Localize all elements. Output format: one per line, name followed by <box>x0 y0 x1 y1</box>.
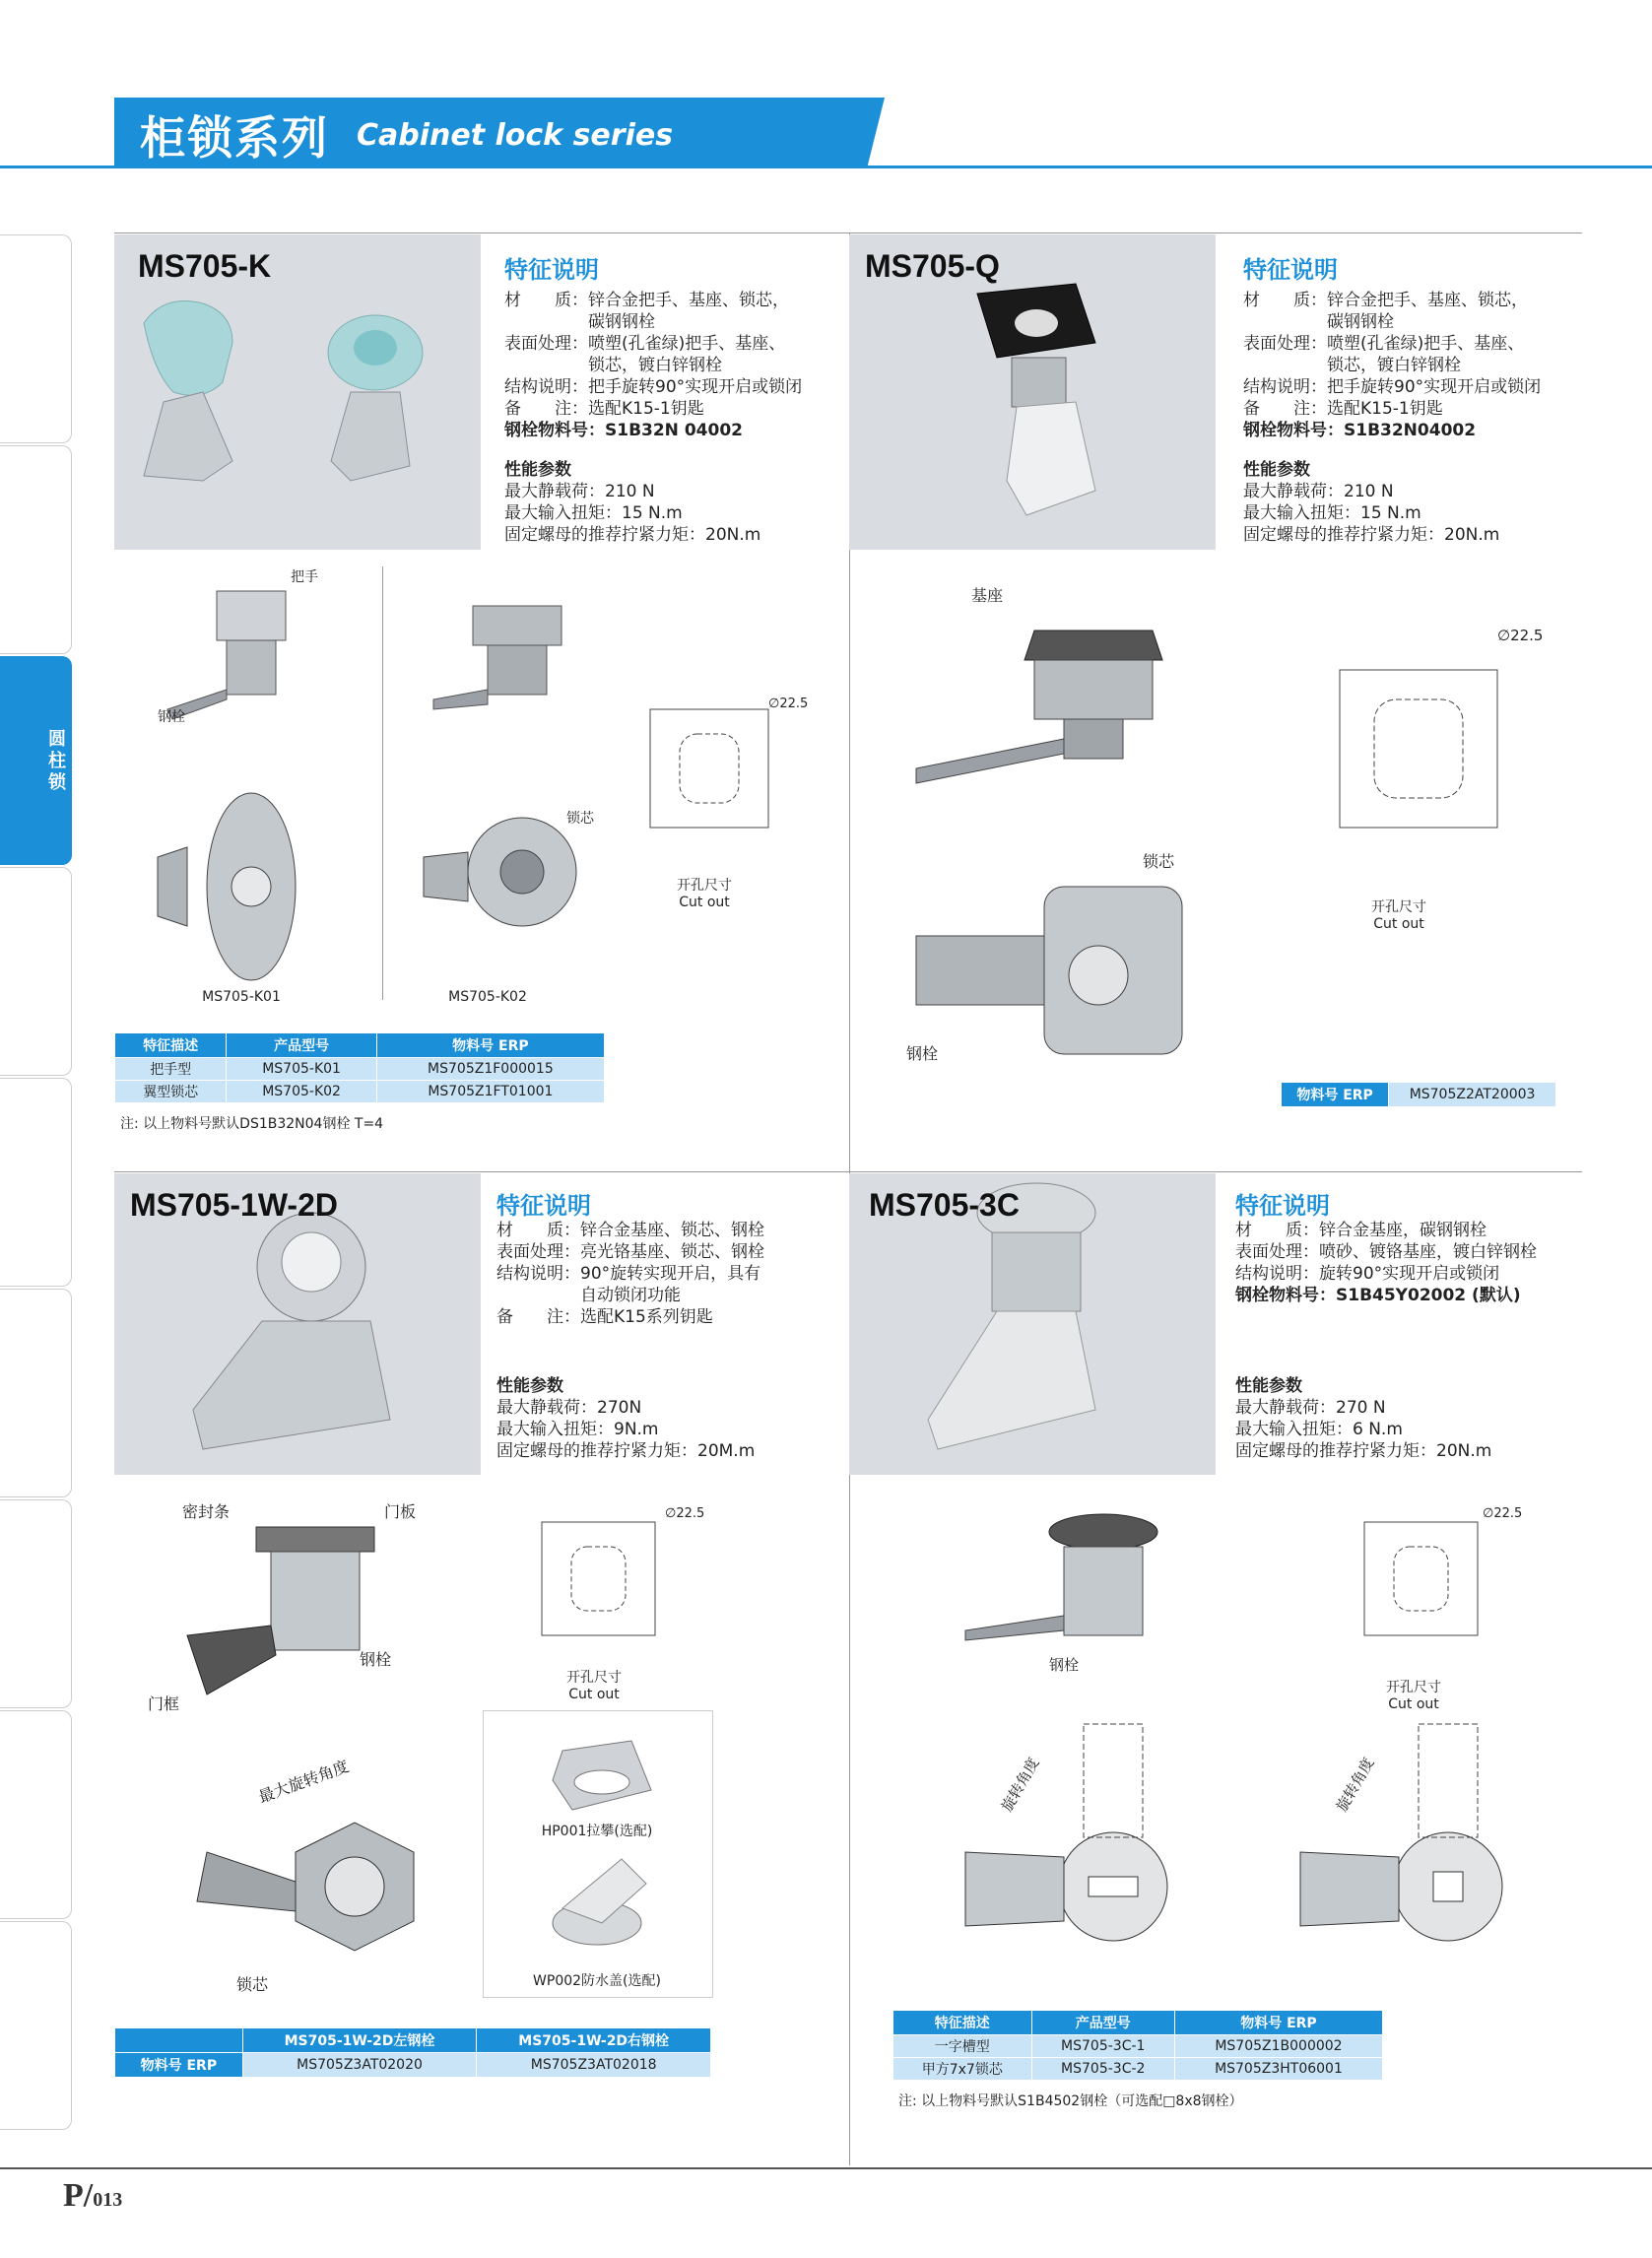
svg-text:∅22.5: ∅22.5 <box>1497 627 1544 644</box>
c-erp-table: 特征描述 产品型号 物料号 ERP 一字槽型 MS705-3C-1 MS705Z1B000002 甲方7x7锁芯 MS705-3C-2 MS705Z3HT06001 <box>892 2010 1383 2081</box>
svg-text:旋转角度: 旋转角度 <box>1332 1755 1378 1815</box>
svg-text:锁芯: 锁芯 <box>1143 852 1175 871</box>
grid-middle-line <box>114 1171 1582 1172</box>
k-model: MS705-K <box>138 248 272 284</box>
footer-rule <box>0 2167 1652 2169</box>
k01-caption: MS705-K01 <box>202 989 281 1005</box>
svg-text:钢栓: 钢栓 <box>1049 1656 1080 1674</box>
w-accessory-wp002: WP002防水盖(选配) <box>533 1973 661 1989</box>
c-note: 注: 以上物料号默认S1B4502钢栓（可选配□8x8钢栓） <box>898 2093 1243 2109</box>
w-feature-title: 特征说明 <box>496 1192 591 1220</box>
q-erp-table: 物料号 ERP MS705Z2AT20003 <box>1281 1082 1556 1107</box>
svg-text:钢栓: 钢栓 <box>906 1044 939 1063</box>
side-tab-4[interactable] <box>0 867 72 1076</box>
k02-drawing <box>404 562 630 995</box>
k-divider <box>382 566 383 1000</box>
k-specs: 材 质：锌合金把手、基座、锁芯， 碳钢钢栓 表面处理：喷塑(孔雀绿)把手、基座、 锁芯，镀白锌钢栓 结构说明：把手旋转90°实现开启或锁闭 备 注：选配K15-1钥匙 钢栓物料号：S1B32N 04002 性能参数 最大静载荷：210 N 最大输入扭矩：15 N.m 固定螺母的推荐拧紧力矩：20N.m <box>504 291 803 545</box>
header-title-cn: 柜锁系列 <box>140 111 329 165</box>
k01-drawing <box>128 562 374 995</box>
svg-text:锁芯: 锁芯 <box>236 1975 269 1994</box>
table-row: 一字槽型 MS705-3C-1 MS705Z1B000002 <box>893 2035 1383 2058</box>
q-model: MS705-Q <box>865 248 1000 284</box>
svg-text:∅22.5: ∅22.5 <box>768 697 809 711</box>
svg-text:∅22.5: ∅22.5 <box>1483 1506 1523 1521</box>
w-cutout-drawing <box>532 1497 729 1655</box>
k-feature-title: 特征说明 <box>504 256 599 284</box>
c-side-drawing <box>946 1507 1241 1685</box>
svg-text:钢栓: 钢栓 <box>158 709 185 725</box>
w-specs: 材 质：锌合金基座、锁芯、钢栓 表面处理：亮光铬基座、锁芯、钢栓 结构说明：90°旋转实现开启，具有 自动锁闭功能 备 注：选配K15系列钥匙 性能参数 最大静载荷：270N 最大输入扭矩：9N.m 固定螺母的推荐拧紧力矩：20M.m <box>496 1221 764 1461</box>
c-cutout-drawing <box>1359 1497 1566 1655</box>
header-rule <box>0 166 1652 168</box>
w-accessories-box <box>483 1710 713 1998</box>
w-drawing <box>148 1488 483 2000</box>
table-row: 把手型 MS705-K01 MS705Z1F000015 <box>115 1058 605 1081</box>
k-note: 注: 以上物料号默认DS1B32N04钢栓 T=4 <box>120 1116 384 1132</box>
side-tab-label: 圆柱锁 <box>48 729 66 793</box>
w-model: MS705-1W-2D <box>130 1187 338 1223</box>
w-cutout-caption: 开孔尺寸 Cut out <box>566 1670 622 1702</box>
svg-text:门框: 门框 <box>148 1694 180 1713</box>
side-tab-9[interactable] <box>0 1921 72 2130</box>
table-row: 甲方7x7锁芯 MS705-3C-2 MS705Z3HT06001 <box>893 2058 1383 2081</box>
k-erp-table: 特征描述 产品型号 物料号 ERP 把手型 MS705-K01 MS705Z1F000015 翼型锁芯 MS705-K02 MS705Z1FT01001 <box>114 1032 605 1103</box>
grid-top-line <box>114 232 1582 233</box>
svg-text:钢栓: 钢栓 <box>360 1650 392 1669</box>
q-cutout-caption: 开孔尺寸 Cut out <box>1371 899 1426 932</box>
svg-text:基座: 基座 <box>971 586 1004 605</box>
side-tab-5[interactable] <box>0 1078 72 1287</box>
header-title-en: Cabinet lock series <box>357 118 674 153</box>
c-specs: 材 质：锌合金基座，碳钢钢栓 表面处理：喷砂、镀铬基座，镀白锌钢栓 结构说明：旋转90°实现开启或锁闭 钢栓物料号：S1B45Y02002 (默认) 性能参数 最大静载荷：270 N 最大输入扭矩：6 N.m 固定螺母的推荐拧紧力矩：20N.m <box>1235 1221 1537 1461</box>
svg-text:密封条: 密封条 <box>182 1502 231 1521</box>
q-drawing <box>887 571 1241 1103</box>
w-erp-table: MS705-1W-2D左钢栓 MS705-1W-2D右钢栓 物料号 ERP MS705Z3AT02020 MS705Z3AT02018 <box>114 2027 711 2078</box>
side-tab-6[interactable] <box>0 1289 72 1497</box>
k-cutout-caption: 开孔尺寸 Cut out <box>677 878 732 910</box>
page-number: P/013 <box>63 2177 123 2214</box>
c-cutout-caption: 开孔尺寸 Cut out <box>1386 1680 1441 1712</box>
c-top-drawings <box>906 1714 1576 1980</box>
side-tab-1[interactable] <box>0 234 72 443</box>
q-specs: 材 质：锌合金把手、基座、锁芯， 碳钢钢栓 表面处理：喷塑(孔雀绿)把手、基座、 锁芯，镀白锌钢栓 结构说明：把手旋转90°实现开启或锁闭 备 注：选配K15-1钥匙 钢栓物料号：S1B32N04002 性能参数 最大静载荷：210 N 最大输入扭矩：15 N.m 固定螺母的推荐拧紧力矩：20N.m <box>1243 291 1542 545</box>
k-cutout-drawing <box>640 690 818 847</box>
q-feature-title: 特征说明 <box>1243 256 1338 284</box>
side-tab-8[interactable] <box>0 1710 72 1919</box>
c-feature-title: 特征说明 <box>1235 1192 1330 1220</box>
svg-text:旋转角度: 旋转角度 <box>997 1755 1043 1815</box>
table-row: 物料号 ERP MS705Z3AT02020 MS705Z3AT02018 <box>115 2053 711 2078</box>
w-accessory-hp001: HP001拉攀(选配) <box>541 1824 653 1839</box>
svg-text:∅22.5: ∅22.5 <box>665 1506 705 1521</box>
svg-text:门板: 门板 <box>384 1502 417 1521</box>
side-tab-2[interactable] <box>0 445 72 654</box>
table-row: 翼型锁芯 MS705-K02 MS705Z1FT01001 <box>115 1081 605 1103</box>
q-cutout-drawing <box>1320 621 1566 857</box>
side-tab-7[interactable] <box>0 1499 72 1708</box>
svg-text:把手: 把手 <box>291 569 318 585</box>
c-model: MS705-3C <box>869 1187 1020 1223</box>
svg-text:锁芯: 锁芯 <box>566 811 594 827</box>
k02-caption: MS705-K02 <box>448 989 527 1005</box>
svg-text:最大旋转角度: 最大旋转角度 <box>255 1757 352 1807</box>
